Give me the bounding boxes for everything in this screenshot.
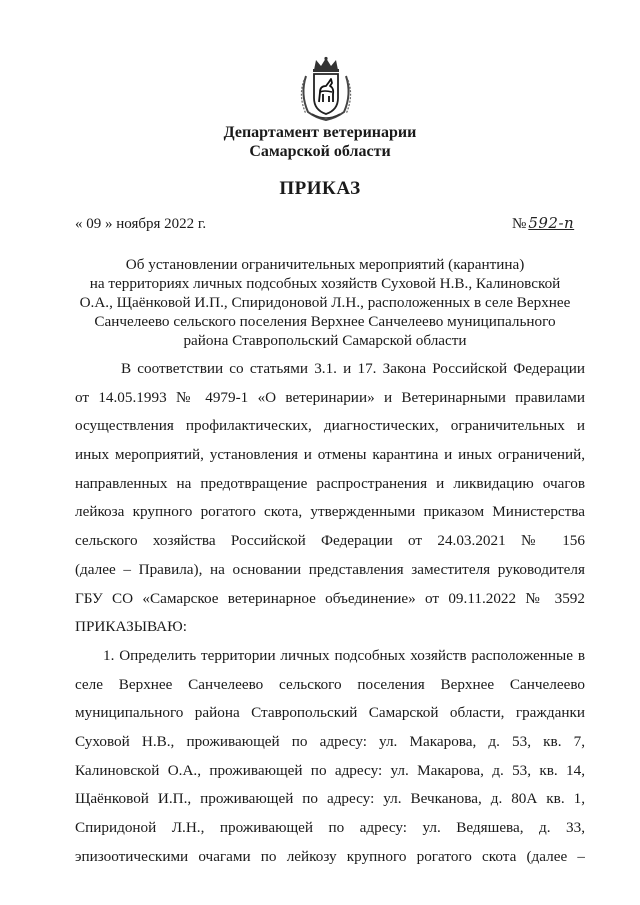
body-line: Щаёнковой И.П., проживающей по адресу: ул. Вечканова, д. 80А кв. 1, <box>75 790 585 808</box>
document-title: ПРИКАЗ <box>279 178 361 199</box>
subject-line: района Ставропольский Самарской области <box>183 332 467 349</box>
body-line: эпизоотическими очагами по лейкозу крупного рогатого скота (далее – <box>75 847 585 865</box>
document-number <box>512 214 574 233</box>
subject-line: Об установлении ограничительных мероприятий (карантина) <box>125 256 525 273</box>
subject-line: на территориях личных подсобных хозяйств Суховой Н.В., Калиновской <box>89 275 561 292</box>
body-line: ПРИКАЗЫВАЮ: <box>75 618 187 636</box>
body-line: ГБУ СО «Самарское ветеринарное объединение» от 09.11.2022 № 3592 <box>75 589 585 607</box>
body-line: Калиновской О.А., проживающей по адресу: ул. Макарова, д. 53, кв. 14, <box>75 761 585 779</box>
body-line: муниципального района Ставропольский Самарской области, гражданки <box>75 704 585 722</box>
document-subject <box>60 255 590 350</box>
body-line: сельского хозяйства Российской Федерации от 24.03.2021 № 156 <box>75 532 585 550</box>
body-line: лейкоза крупного рогатого скота, утвержденными приказом Министерства <box>75 503 585 521</box>
body-line: направленных на предотвращение распространения и ликвидацию очагов <box>75 474 585 492</box>
body-line: В соответствии со статьями 3.1. и 17. Закона Российской Федерации <box>121 360 585 377</box>
body-line: Суховой Н.В., проживающей по адресу: ул. Макарова, д. 53, кв. 7, <box>75 732 585 750</box>
number-prefix: № <box>512 216 527 232</box>
body-line: Спиридоной Л.Н., проживающей по адресу: ул. Ведяшева, д. 33, <box>75 819 585 836</box>
body-line: селе Верхнее Санчелеево сельского поселения Верхнее Санчелеево <box>75 675 585 693</box>
body-line: иных мероприятий, установления и отмены карантина и иных ограничений, <box>75 446 585 464</box>
subject-line: Санчелеево сельского поселения Верхнее Санчелеево муниципального <box>94 313 556 330</box>
document-body <box>75 355 585 871</box>
body-line: от 14.05.1993 № 4979-1 «О ветеринарии» и Ветеринарными правилами <box>75 388 585 406</box>
handwritten-number: 592-п <box>528 214 575 232</box>
body-line: 1. Определить территории личных подсобных хозяйств расположенные в <box>103 646 585 664</box>
department-region: Самарской области <box>249 143 391 160</box>
body-line: (далее – Правила), на основании представления заместителя руководителя <box>75 560 585 578</box>
document-date: « 09 » ноября 2022 г. <box>75 216 207 232</box>
body-line: осуществления профилактических, диагностических, ограничительных и <box>75 417 585 435</box>
subject-line: О.А., Щаёнковой И.П., Спиридоновой Л.Н., расположенных в селе Верхнее <box>79 294 571 311</box>
coat-of-arms-icon <box>296 56 356 122</box>
department-name: Департамент ветеринарии <box>223 124 417 141</box>
